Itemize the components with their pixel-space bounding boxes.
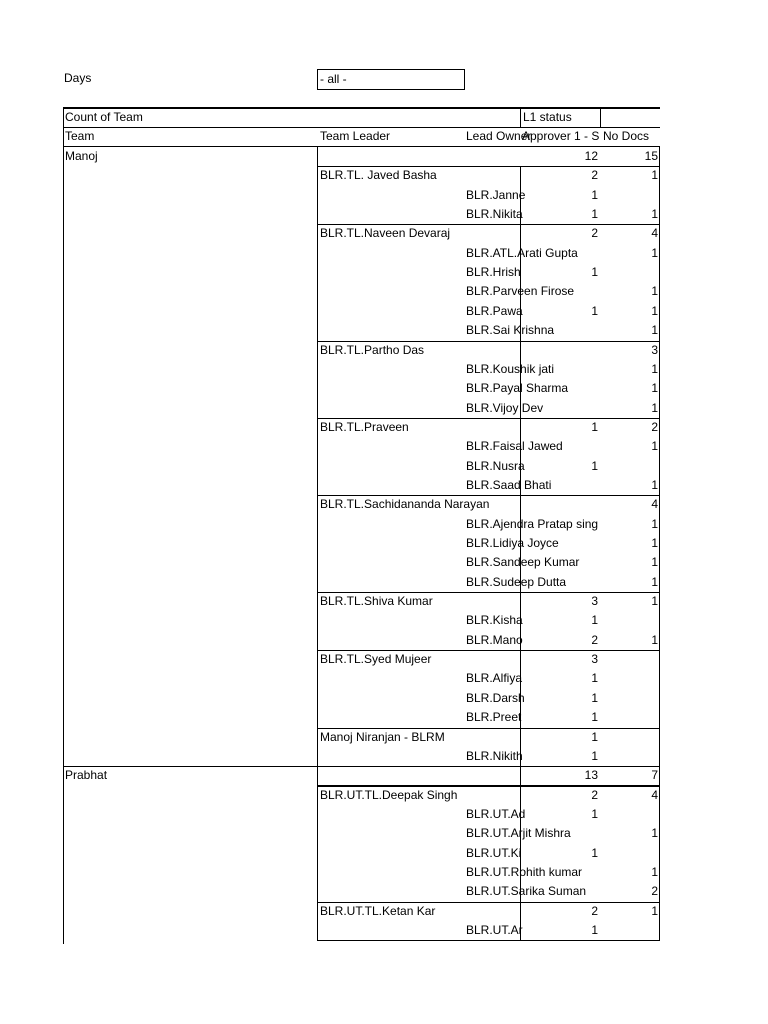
lead-owner-name: BLR.Janne	[466, 188, 526, 202]
no-docs-count: 1	[651, 168, 658, 182]
lead-owner-name: BLR.Nikita	[466, 207, 523, 221]
approver-1-count: 3	[591, 652, 598, 666]
lead-owner-name: BLR.Koushik jati	[466, 362, 555, 376]
leader-block-right	[659, 341, 660, 418]
approver-1-count: 1	[591, 420, 598, 434]
no-docs-count: 4	[651, 497, 658, 511]
filter-label: Days	[64, 71, 92, 85]
approver-1-count: 1	[591, 613, 598, 627]
lead-owner-name: BLR.UT.Sarika Suman	[466, 884, 587, 898]
leader-block-left	[317, 728, 318, 766]
header-no-docs[interactable]: No Docs	[603, 129, 650, 143]
lead-owner-name: BLR.Payal Sharma	[466, 381, 569, 395]
no-docs-count: 7	[651, 768, 658, 782]
col-field-divider	[600, 108, 601, 128]
lead-owner-name: BLR.UT.Arjit Mishra	[466, 826, 571, 840]
team-subtotal-right	[659, 766, 660, 785]
leader-block-left	[317, 902, 318, 940]
approver-1-count: 1	[591, 459, 598, 473]
lead-owner-name: BLR.Parveen Firose	[466, 284, 575, 298]
approver-1-count: 2	[591, 226, 598, 240]
leader-block-left	[317, 166, 318, 224]
approver-1-count: 1	[591, 923, 598, 937]
no-docs-count: 1	[651, 865, 658, 879]
approver-1-count: 1	[591, 749, 598, 763]
header-lead-owner[interactable]: Lead Owner	[466, 129, 532, 143]
no-docs-count: 3	[651, 343, 658, 357]
leader-block-left	[317, 786, 318, 902]
lead-owner-name: BLR.Darsh	[466, 691, 525, 705]
no-docs-count: 2	[651, 884, 658, 898]
team-subtotal-right	[659, 147, 660, 166]
lead-owner-name: BLR.UT.Ki	[466, 846, 522, 860]
lead-owner-name: BLR.Vijoy Dev	[466, 401, 544, 415]
pivot-corner-label: Count of Team	[65, 110, 143, 124]
no-docs-count: 1	[651, 826, 658, 840]
no-docs-count: 4	[651, 788, 658, 802]
header-team[interactable]: Team	[65, 129, 95, 143]
approver-1-count: 1	[591, 691, 598, 705]
lead-owner-name: BLR.Hrish	[466, 265, 521, 279]
lead-owner-name: BLR.Alfiya	[466, 671, 523, 685]
leader-block-left	[317, 495, 318, 592]
leader-block-left	[317, 224, 318, 341]
leader-block-bottom	[317, 940, 660, 941]
no-docs-count: 1	[651, 381, 658, 395]
leader-block-right	[659, 786, 660, 902]
lead-owner-name: BLR.Mano	[466, 633, 523, 647]
lead-owner-name: BLR.Kisha	[466, 613, 523, 627]
no-docs-count: 1	[651, 401, 658, 415]
lead-owner-name: BLR.Lidiya Joyce	[466, 536, 559, 550]
no-docs-count: 2	[651, 420, 658, 434]
leader-block-left	[317, 341, 318, 418]
no-docs-count: 1	[651, 439, 658, 453]
column-field-label[interactable]: L1 status	[523, 110, 572, 124]
leader-block-right	[659, 418, 660, 495]
lead-owner-name: BLR.Saad Bhati	[466, 478, 552, 492]
no-docs-count: 4	[651, 226, 658, 240]
team-leader-name: BLR.TL. Javed Basha	[320, 168, 437, 182]
lead-owner-name: BLR.UT.Rohith kumar	[466, 865, 583, 879]
leader-block-left	[317, 592, 318, 650]
no-docs-count: 1	[651, 594, 658, 608]
lead-owner-name: BLR.ATL.Arati Gupta	[466, 246, 578, 260]
approver-1-count: 1	[591, 710, 598, 724]
no-docs-count: 1	[651, 904, 658, 918]
no-docs-count: 1	[651, 575, 658, 589]
team-name: Manoj	[65, 149, 98, 163]
lead-owner-name: BLR.UT.Ar	[466, 923, 523, 937]
no-docs-count: 1	[651, 633, 658, 647]
leader-block-right	[659, 650, 660, 728]
lead-owner-name: BLR.Nusra	[466, 459, 525, 473]
no-docs-count: 1	[651, 246, 658, 260]
team-name: Prabhat	[65, 768, 108, 782]
approver-1-count: 1	[591, 807, 598, 821]
approver-1-count: 1	[591, 846, 598, 860]
approver-1-count: 1	[591, 265, 598, 279]
no-docs-count: 1	[651, 207, 658, 221]
leader-block-right	[659, 495, 660, 592]
approver-1-count: 2	[591, 788, 598, 802]
leader-block-left	[317, 650, 318, 728]
leader-block-right	[659, 902, 660, 940]
approver-1-count: 3	[591, 594, 598, 608]
team-subtotal-left	[317, 766, 318, 785]
lead-owner-name: BLR.Sudeep Dutta	[466, 575, 567, 589]
team-leader-name: BLR.TL.Syed Mujeer	[320, 652, 432, 666]
leader-block-left	[317, 418, 318, 495]
lead-owner-name: BLR.Sandeep Kumar	[466, 555, 580, 569]
no-docs-count: 15	[644, 149, 658, 163]
leader-block-bottom	[317, 766, 660, 767]
filter-value: - all -	[320, 72, 347, 86]
no-docs-count: 1	[651, 517, 658, 531]
no-docs-count: 1	[651, 536, 658, 550]
team-leader-name: BLR.TL.Partho Das	[320, 343, 425, 357]
approver-1-count: 1	[591, 207, 598, 221]
col-field-divider	[520, 108, 521, 128]
lead-owner-name: BLR.Nikith	[466, 749, 523, 763]
approver-1-count: 1	[591, 730, 598, 744]
team-leader-name: BLR.TL.Shiva Kumar	[320, 594, 433, 608]
no-docs-count: 1	[651, 323, 658, 337]
leader-block-right	[659, 166, 660, 224]
team-leader-name: BLR.TL.Naveen Devaraj	[320, 226, 451, 240]
team-leader-name: BLR.UT.TL.Deepak Singh	[320, 788, 458, 802]
team-leader-name: Manoj Niranjan - BLRM	[320, 730, 445, 744]
no-docs-count: 1	[651, 478, 658, 492]
team-leader-name: BLR.TL.Sachidananda Narayan	[320, 497, 490, 511]
no-docs-count: 1	[651, 284, 658, 298]
team-leader-name: BLR.UT.TL.Ketan Kar	[320, 904, 436, 918]
leader-block-right	[659, 592, 660, 650]
lead-owner-name: BLR.Sai Krishna	[466, 323, 555, 337]
lead-owner-name: BLR.UT.Ad	[466, 807, 526, 821]
lead-owner-name: BLR.Faisal Jawed	[466, 439, 563, 453]
no-docs-count: 1	[651, 362, 658, 376]
lead-owner-name: BLR.Ajendra Pratap sing	[466, 517, 599, 531]
team-subtotal-left	[317, 147, 318, 166]
approver-1-count: 2	[591, 168, 598, 182]
approver-1-count: 12	[584, 149, 598, 163]
approver-1-count: 13	[584, 768, 598, 782]
lead-owner-name: BLR.Pawa	[466, 304, 523, 318]
lead-owner-name: BLR.Preet	[466, 710, 522, 724]
leader-block-right	[659, 728, 660, 766]
team-leader-name: BLR.TL.Praveen	[320, 420, 409, 434]
approver-1-count: 1	[591, 304, 598, 318]
leader-block-right	[659, 224, 660, 341]
no-docs-count: 1	[651, 555, 658, 569]
approver-1-count: 2	[591, 904, 598, 918]
approver-1-count: 2	[591, 633, 598, 647]
no-docs-count: 1	[651, 304, 658, 318]
approver-1-count: 1	[591, 188, 598, 202]
header-team-leader[interactable]: Team Leader	[320, 129, 391, 143]
table-left-border	[63, 107, 64, 944]
header-approver-1[interactable]: Approver 1 - S	[522, 129, 600, 143]
approver-1-count: 1	[591, 671, 598, 685]
